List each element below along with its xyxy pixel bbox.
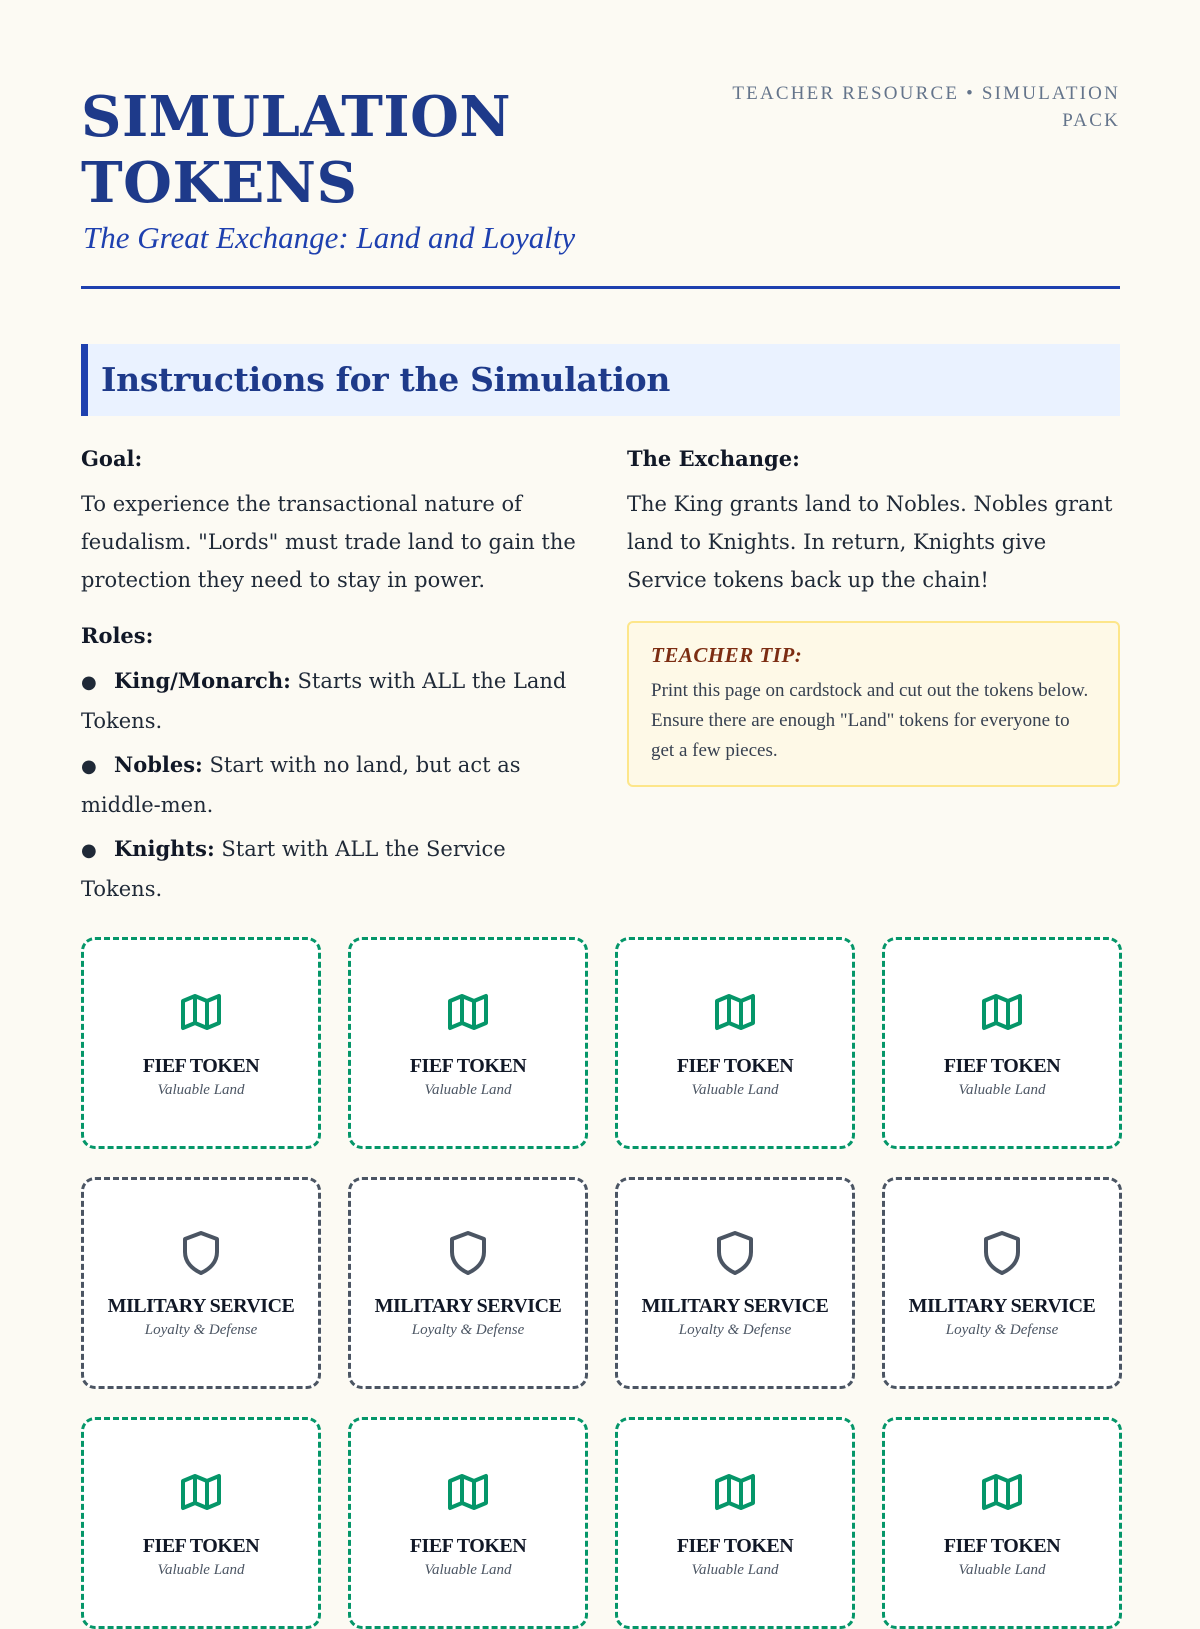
map-icon [84,1468,318,1518]
header-divider [81,286,1120,289]
teacher-tip-text: Print this page on cardstock and cut out the tokens below. Ensure there are enough "Land" tokens for everyone to get a few pieces. [651,680,1089,761]
page-subtitle: The Great Exchange: Land and Loyalty [83,220,576,255]
token-name: FIEF TOKEN [676,1535,794,1557]
token-subtitle: Loyalty & Defense [411,1322,525,1338]
fief-token-card [81,1417,321,1629]
token-name: MILITARY SERVICE [374,1295,562,1317]
token-subtitle: Loyalty & Defense [144,1322,258,1338]
token-subtitle: Valuable Land [424,1562,512,1578]
fief-token-card [615,1417,855,1629]
goal-label: Goal: [81,446,143,471]
title-line-2: TOKENS [81,150,358,216]
role-description: Start with ALL the Service Tokens. [81,837,506,901]
shield-icon [885,1228,1119,1278]
service-token-card [615,1177,855,1389]
teacher-tip-box [627,621,1120,787]
exchange-text: The King grants land to Nobles. Nobles grant land to Knights. In return, Knights give Service tokens back up the chain! [627,492,1113,592]
token-subtitle: Valuable Land [157,1082,245,1098]
exchange-label: The Exchange: [627,446,800,471]
token-subtitle: Loyalty & Defense [678,1322,792,1338]
token-name: FIEF TOKEN [943,1535,1061,1557]
token-name: FIEF TOKEN [142,1055,260,1077]
page-header [81,0,1120,292]
map-icon [885,1468,1119,1518]
service-token-card [81,1177,321,1389]
role-description: Starts with ALL the Land Tokens. [81,669,567,733]
service-token-card [882,1177,1122,1389]
token-name: MILITARY SERVICE [641,1295,829,1317]
instructions-right-column [627,446,1120,787]
token-name: MILITARY SERVICE [908,1295,1096,1317]
role-item [81,830,581,908]
token-subtitle: Valuable Land [691,1082,779,1098]
instructions-heading: Instructions for the Simulation [101,360,671,399]
token-name: FIEF TOKEN [943,1055,1061,1077]
role-name: King/Monarch: [114,668,291,693]
role-item [81,662,581,740]
token-subtitle: Valuable Land [958,1082,1046,1098]
goal-text: To experience the transactional nature of feudalism. "Lords" must trade land to gain the protection they need to stay in power. [81,492,576,592]
role-name: Nobles: [114,752,203,777]
bullet-icon: ● [81,756,97,777]
resource-label-line-2: PACK [1062,110,1120,131]
page-title [81,84,511,216]
teacher-tip-title: TEACHER TIP: [651,643,803,667]
map-icon [618,988,852,1038]
fief-token-card [348,937,588,1149]
resource-label-line-1: TEACHER RESOURCE • SIMULATION [732,83,1120,104]
token-subtitle: Loyalty & Defense [945,1322,1059,1338]
bullet-icon: ● [81,840,97,861]
fief-token-card [615,937,855,1149]
role-name: Knights: [114,836,215,861]
role-description: Start with no land, but act as middle-men. [81,753,521,817]
token-name: FIEF TOKEN [142,1535,260,1557]
map-icon [351,1468,585,1518]
shield-icon [84,1228,318,1278]
resource-label [700,80,1120,134]
role-item [81,746,581,824]
service-token-card [348,1177,588,1389]
token-name: FIEF TOKEN [409,1535,527,1557]
roles-label: Roles: [81,623,154,648]
token-name: FIEF TOKEN [676,1055,794,1077]
shield-icon [618,1228,852,1278]
roles-list [81,662,581,908]
shield-icon [351,1228,585,1278]
fief-token-card [81,937,321,1149]
bullet-icon: ● [81,672,97,693]
fief-token-card [882,937,1122,1149]
instructions-banner [81,344,1120,416]
token-name: FIEF TOKEN [409,1055,527,1077]
fief-token-card [882,1417,1122,1629]
token-name: MILITARY SERVICE [107,1295,295,1317]
title-line-1: SIMULATION [81,84,512,150]
map-icon [618,1468,852,1518]
map-icon [84,988,318,1038]
worksheet-page [81,0,1120,1578]
fief-token-card [348,1417,588,1629]
map-icon [351,988,585,1038]
token-subtitle: Valuable Land [958,1562,1046,1578]
map-icon [885,988,1119,1038]
token-subtitle: Valuable Land [424,1082,512,1098]
token-subtitle: Valuable Land [157,1562,245,1578]
token-subtitle: Valuable Land [691,1562,779,1578]
instructions-left-column [81,446,581,914]
